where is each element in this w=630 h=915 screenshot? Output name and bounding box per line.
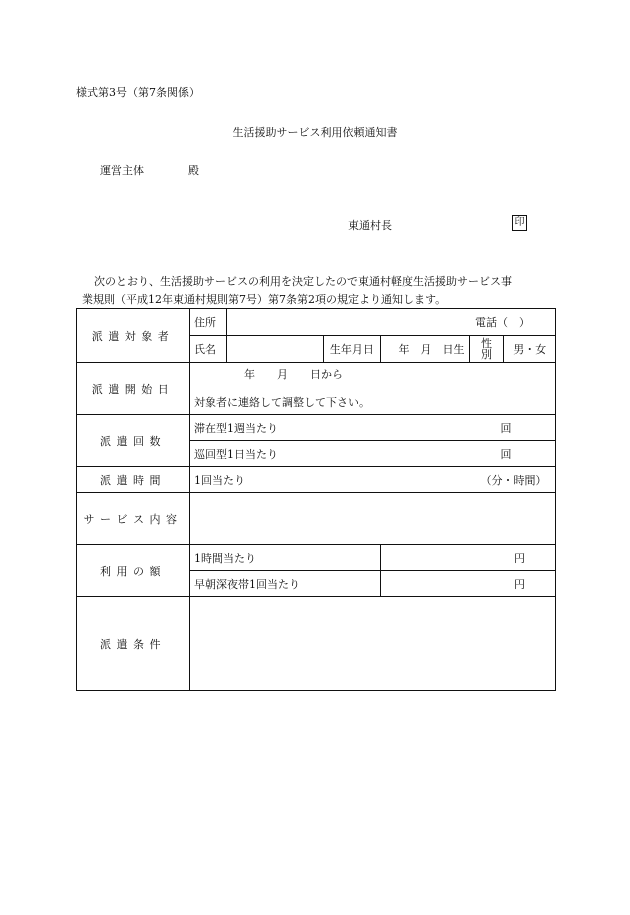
- label-frequency: 派遣回数: [77, 415, 190, 467]
- label-fee: 利用の額: [77, 545, 190, 597]
- hours-field: [190, 467, 556, 493]
- fee-row-2-label: 早朝深夜帯1回当たり: [190, 571, 381, 597]
- notice-body: [82, 273, 512, 309]
- name-field: [227, 336, 324, 363]
- label-address: 住所: [190, 309, 227, 336]
- label-dob: 生年月日: [323, 336, 381, 363]
- start-date-field: [190, 363, 556, 415]
- start-date-text: 年 月 日から: [244, 368, 344, 381]
- label-phone: 電話（ ）: [475, 316, 531, 329]
- sex-value: 男・女: [504, 336, 556, 363]
- form-number: 様式第3号（第7条関係）: [76, 86, 200, 99]
- frequency-row-1: [190, 415, 556, 441]
- frequency-row-2: [190, 441, 556, 467]
- dob-field: 年 月 日生: [381, 336, 469, 363]
- fee-row-2-unit: 円: [381, 571, 556, 597]
- notice-line-2: 業規則（平成12年東通村規則第7号）第7条第2項の規定より通知します。: [82, 293, 447, 306]
- label-conditions: 派遣条件: [77, 597, 190, 691]
- addressee-name: 運営主体: [100, 164, 144, 177]
- label-sex: [469, 336, 504, 363]
- label-sex-top: 性: [481, 337, 493, 350]
- dispatch-form-table: [76, 308, 556, 691]
- addressee: [100, 162, 199, 178]
- fee-row-1-label: 1時間当たり: [190, 545, 381, 571]
- fee-row-1-unit: 円: [381, 545, 556, 571]
- notice-line-1: 次のとおり、生活援助サービスの利用を決定したので東通村軽度生活援助サービス事: [94, 275, 512, 288]
- label-service: サービス内容: [77, 493, 190, 545]
- hours-per-visit: 1回当たり: [194, 473, 246, 487]
- frequency-row-1-unit: 回: [500, 421, 512, 435]
- start-date-note: 対象者に連絡して調整して下さい。: [194, 396, 371, 409]
- label-target: 派遣対象者: [77, 309, 190, 363]
- frequency-row-2-unit: 回: [500, 447, 512, 461]
- label-sex-bottom: 別: [481, 348, 493, 361]
- label-name: 氏名: [190, 336, 227, 363]
- label-start-date: 派遣開始日: [77, 363, 190, 415]
- addressee-honorific: 殿: [188, 164, 199, 177]
- seal-mark: 印: [512, 215, 527, 231]
- conditions-field: [190, 597, 556, 691]
- hours-unit: （分・時間）: [480, 473, 547, 487]
- label-hours: 派遣時間: [77, 467, 190, 493]
- frequency-row-2-label: 巡回型1日当たり: [194, 447, 279, 461]
- phone-field: [227, 309, 556, 336]
- frequency-row-1-label: 滞在型1週当たり: [194, 421, 279, 435]
- document-title: 生活援助サービス利用依頼通知書: [232, 126, 398, 139]
- issuer-name: 東通村長: [348, 219, 392, 232]
- service-field: [190, 493, 556, 545]
